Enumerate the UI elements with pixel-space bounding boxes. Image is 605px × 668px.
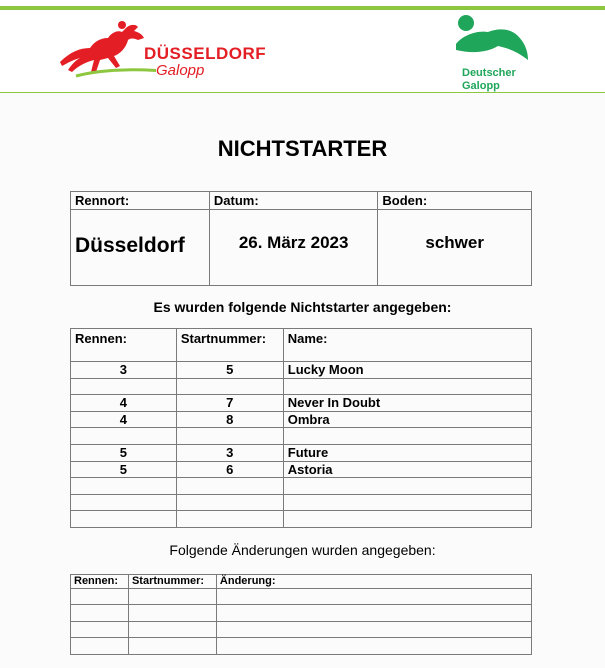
cell-name bbox=[283, 378, 531, 395]
cell-rennen: 3 bbox=[71, 362, 177, 379]
logo-text-galopp: Galopp bbox=[156, 62, 205, 79]
cell-rennen: 5 bbox=[71, 444, 177, 461]
changes-header-row bbox=[71, 575, 532, 589]
cell-rennen bbox=[71, 511, 177, 528]
table-row bbox=[71, 378, 532, 395]
header-boden: Boden: bbox=[378, 192, 532, 210]
cell-startnummer bbox=[128, 638, 216, 654]
cell-startnummer: 7 bbox=[176, 395, 283, 412]
logo-text-duesseldorf: DÜSSELDORF bbox=[144, 44, 267, 63]
header-datum: Datum: bbox=[209, 192, 377, 210]
table-row bbox=[71, 494, 532, 511]
changes-intro: Folgende Änderungen wurden angegeben: bbox=[169, 542, 436, 558]
cell-rennen bbox=[71, 378, 177, 395]
header-rennen: Rennen: bbox=[71, 575, 129, 589]
table-row bbox=[71, 589, 532, 605]
cell-name bbox=[283, 494, 531, 511]
cell-startnummer: 8 bbox=[176, 411, 283, 428]
nichtstarter-table bbox=[70, 328, 532, 528]
value-rennort: Düsseldorf bbox=[71, 210, 210, 286]
info-header-row bbox=[71, 192, 532, 210]
cell-rennen bbox=[71, 478, 177, 495]
cell-rennen bbox=[71, 428, 177, 445]
cell-name bbox=[283, 511, 531, 528]
duesseldorf-galopp-logo bbox=[56, 18, 267, 90]
header-aenderung: Änderung: bbox=[216, 575, 531, 589]
deutscher-galopp-logo bbox=[452, 14, 542, 92]
table-row bbox=[71, 395, 532, 412]
table-row bbox=[71, 428, 532, 445]
cell-name: Future bbox=[283, 444, 531, 461]
table-row bbox=[71, 638, 532, 654]
page-title: NICHTSTARTER bbox=[217, 136, 388, 161]
changes-table bbox=[70, 574, 532, 655]
cell-aenderung bbox=[216, 589, 531, 605]
cell-aenderung bbox=[216, 605, 531, 621]
cell-startnummer bbox=[176, 478, 283, 495]
table-row bbox=[71, 605, 532, 621]
cell-rennen: 4 bbox=[71, 395, 177, 412]
cell-rennen: 4 bbox=[71, 411, 177, 428]
race-info-table bbox=[70, 191, 532, 286]
racehorse-jockey-icon bbox=[56, 18, 156, 80]
table-row bbox=[71, 621, 532, 637]
header-rennen: Rennen: bbox=[71, 329, 177, 362]
cell-rennen bbox=[71, 589, 129, 605]
cell-startnummer bbox=[128, 605, 216, 621]
value-datum: 26. März 2023 bbox=[209, 210, 377, 286]
info-value-row bbox=[71, 210, 532, 286]
cell-startnummer bbox=[176, 378, 283, 395]
cell-startnummer bbox=[176, 511, 283, 528]
nichtstarter-intro: Es wurden folgende Nichtstarter angegeben: bbox=[153, 299, 452, 315]
cell-name: Lucky Moon bbox=[283, 362, 531, 379]
cell-name: Astoria bbox=[283, 461, 531, 478]
value-boden: schwer bbox=[378, 210, 532, 286]
cell-aenderung bbox=[216, 621, 531, 637]
logo-text-galopp-right: Galopp bbox=[462, 80, 500, 92]
cell-aenderung bbox=[216, 638, 531, 654]
table-row bbox=[71, 511, 532, 528]
header-startnummer: Startnummer: bbox=[176, 329, 283, 362]
cell-startnummer bbox=[176, 494, 283, 511]
cell-rennen bbox=[71, 494, 177, 511]
cell-name bbox=[283, 428, 531, 445]
cell-rennen bbox=[71, 638, 129, 654]
header-name: Name: bbox=[283, 329, 531, 362]
table-row bbox=[71, 444, 532, 461]
table-row bbox=[71, 411, 532, 428]
cell-startnummer bbox=[176, 428, 283, 445]
cell-name: Ombra bbox=[283, 411, 531, 428]
cell-name bbox=[283, 478, 531, 495]
top-accent-bar bbox=[0, 0, 605, 12]
cell-rennen: 5 bbox=[71, 461, 177, 478]
nichtstarter-header-row bbox=[71, 329, 532, 362]
horse-head-icon bbox=[452, 14, 532, 66]
table-row bbox=[71, 362, 532, 379]
cell-startnummer: 5 bbox=[176, 362, 283, 379]
cell-rennen bbox=[71, 605, 129, 621]
header-rennort: Rennort: bbox=[71, 192, 210, 210]
header-startnummer: Startnummer: bbox=[128, 575, 216, 589]
cell-startnummer bbox=[128, 621, 216, 637]
cell-startnummer bbox=[128, 589, 216, 605]
cell-startnummer: 3 bbox=[176, 444, 283, 461]
cell-name: Never In Doubt bbox=[283, 395, 531, 412]
table-row bbox=[71, 478, 532, 495]
logo-text-deutscher: Deutscher bbox=[462, 67, 516, 79]
cell-rennen bbox=[71, 621, 129, 637]
table-row bbox=[71, 461, 532, 478]
cell-startnummer: 6 bbox=[176, 461, 283, 478]
